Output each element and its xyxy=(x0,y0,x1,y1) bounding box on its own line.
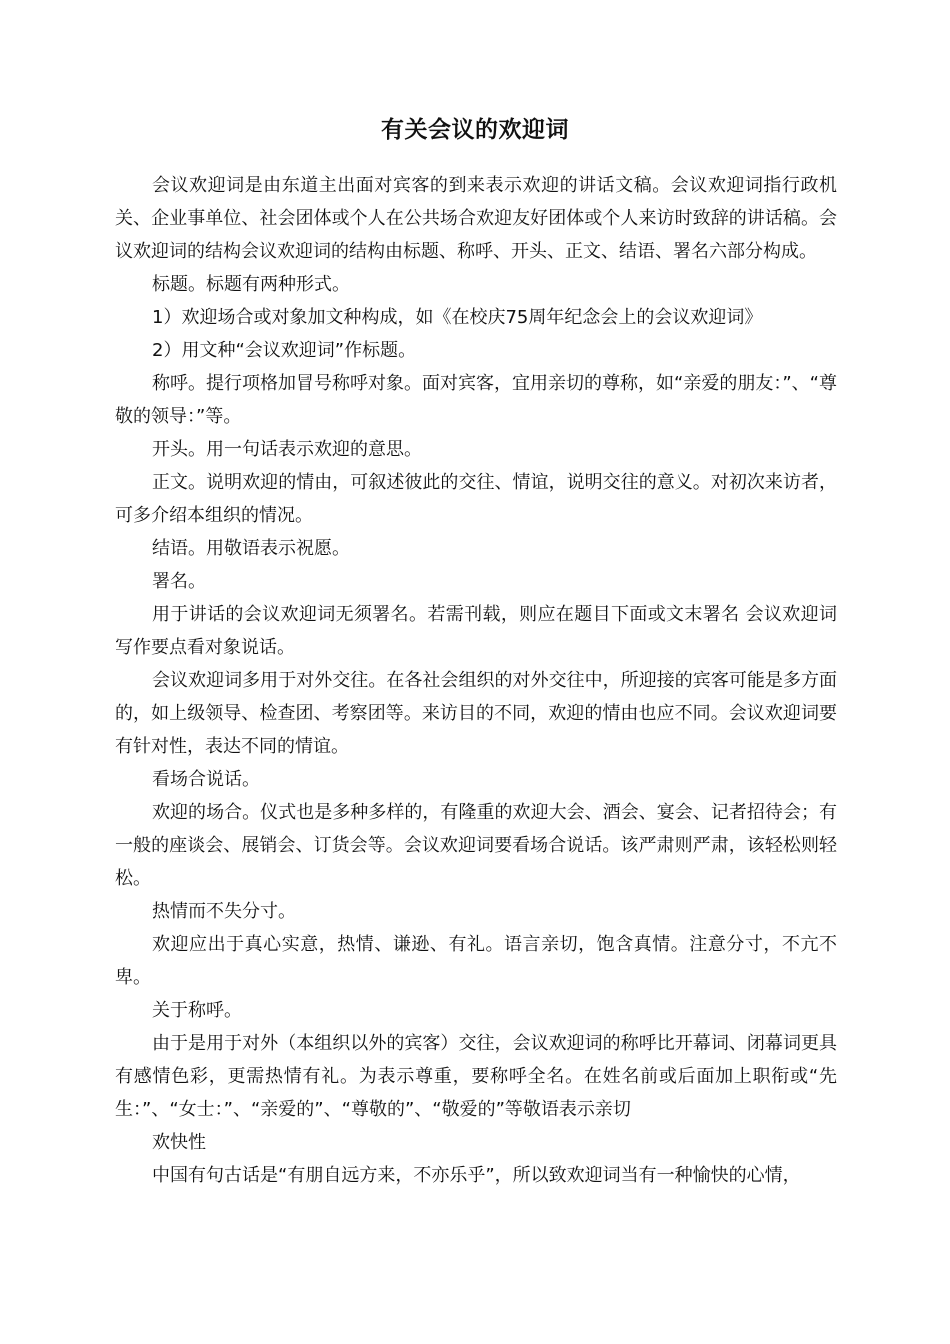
paragraph-audience: 会议欢迎词多用于对外交往。在各社会组织的对外交往中，所迎接的宾客可能是多方面的，如上级领导、检查团、考察团等。来访目的不同，欢迎的情由也应不同。会议欢迎词要有针对性，表达不同的情谊。 xyxy=(115,670,837,757)
paragraph-warmth-detail: 欢迎应出于真心实意，热情、谦逊、有礼。语言亲切，饱含真情。注意分寸，不亢不卑。 xyxy=(115,934,837,988)
paragraph-intro: 会议欢迎词是由东道主出面对宾客的到来表示欢迎的讲话文稿。会议欢迎词指行政机关、企业事单位、社会团体或个人在公共场合欢迎友好团体或个人来访时致辞的讲话稿。会议欢迎词的结构会议欢迎词的结构由标题、称呼、开头、正文、结语、署名六部分构成。 xyxy=(115,175,837,262)
paragraph-occasion-detail: 欢迎的场合。仪式也是多种多样的，有隆重的欢迎大会、酒会、宴会、记者招待会；有一般的座谈会、展销会、订货会等。会议欢迎词要看场合说话。该严肃则严肃，该轻松则轻松。 xyxy=(115,802,837,889)
paragraph-cheerfulness-heading: 欢快性 xyxy=(152,1132,206,1153)
paragraph-salutation: 称呼。提行项格加冒号称呼对象。面对宾客，宜用亲切的尊称，如“亲爱的朋友：”、“尊敬的领导：”等。 xyxy=(115,373,837,427)
paragraph-signature-detail: 用于讲话的会议欢迎词无须署名。若需刊载，则应在题目下面或文末署名 会议欢迎词写作要点看对象说话。 xyxy=(115,604,837,658)
paragraph-occasion-heading: 看场合说话。 xyxy=(152,769,260,790)
paragraph-closing: 结语。用敬语表示祝愿。 xyxy=(152,538,350,559)
paragraph-warmth-heading: 热情而不失分寸。 xyxy=(152,901,296,922)
paragraph-address-detail: 由于是用于对外（本组织以外的宾客）交往，会议欢迎词的称呼比开幕词、闭幕词更具有感情色彩，更需热情有礼。为表示尊重，要称呼全名。在姓名前或后面加上职衔或“先生：”、“女士：”、“亲爱的”、“尊敬的”、“敬爱的”等敬语表示亲切 xyxy=(115,1033,837,1120)
paragraph-address-heading: 关于称呼。 xyxy=(152,1000,242,1021)
paragraph-cheerfulness-detail: 中国有句古话是“有朋自远方来，不亦乐乎”，所以致欢迎词当有一种愉快的心情， xyxy=(152,1165,801,1186)
document-title: 有关会议的欢迎词 xyxy=(381,117,569,143)
paragraph-title-form-1: 1）欢迎场合或对象加文种构成，如《在校庆75周年纪念会上的会议欢迎词》 xyxy=(152,307,763,328)
paragraph-opening: 开头。用一句话表示欢迎的意思。 xyxy=(152,439,422,460)
paragraph-title-section: 标题。标题有两种形式。 xyxy=(152,274,350,295)
paragraph-title-form-2: 2）用文种“会议欢迎词”作标题。 xyxy=(152,340,417,361)
document-body xyxy=(115,169,837,1192)
paragraph-signature-heading: 署名。 xyxy=(152,571,206,592)
paragraph-main-text: 正文。说明欢迎的情由，可叙述彼此的交往、情谊，说明交往的意义。对初次来访者，可多介绍本组织的情况。 xyxy=(115,472,837,526)
